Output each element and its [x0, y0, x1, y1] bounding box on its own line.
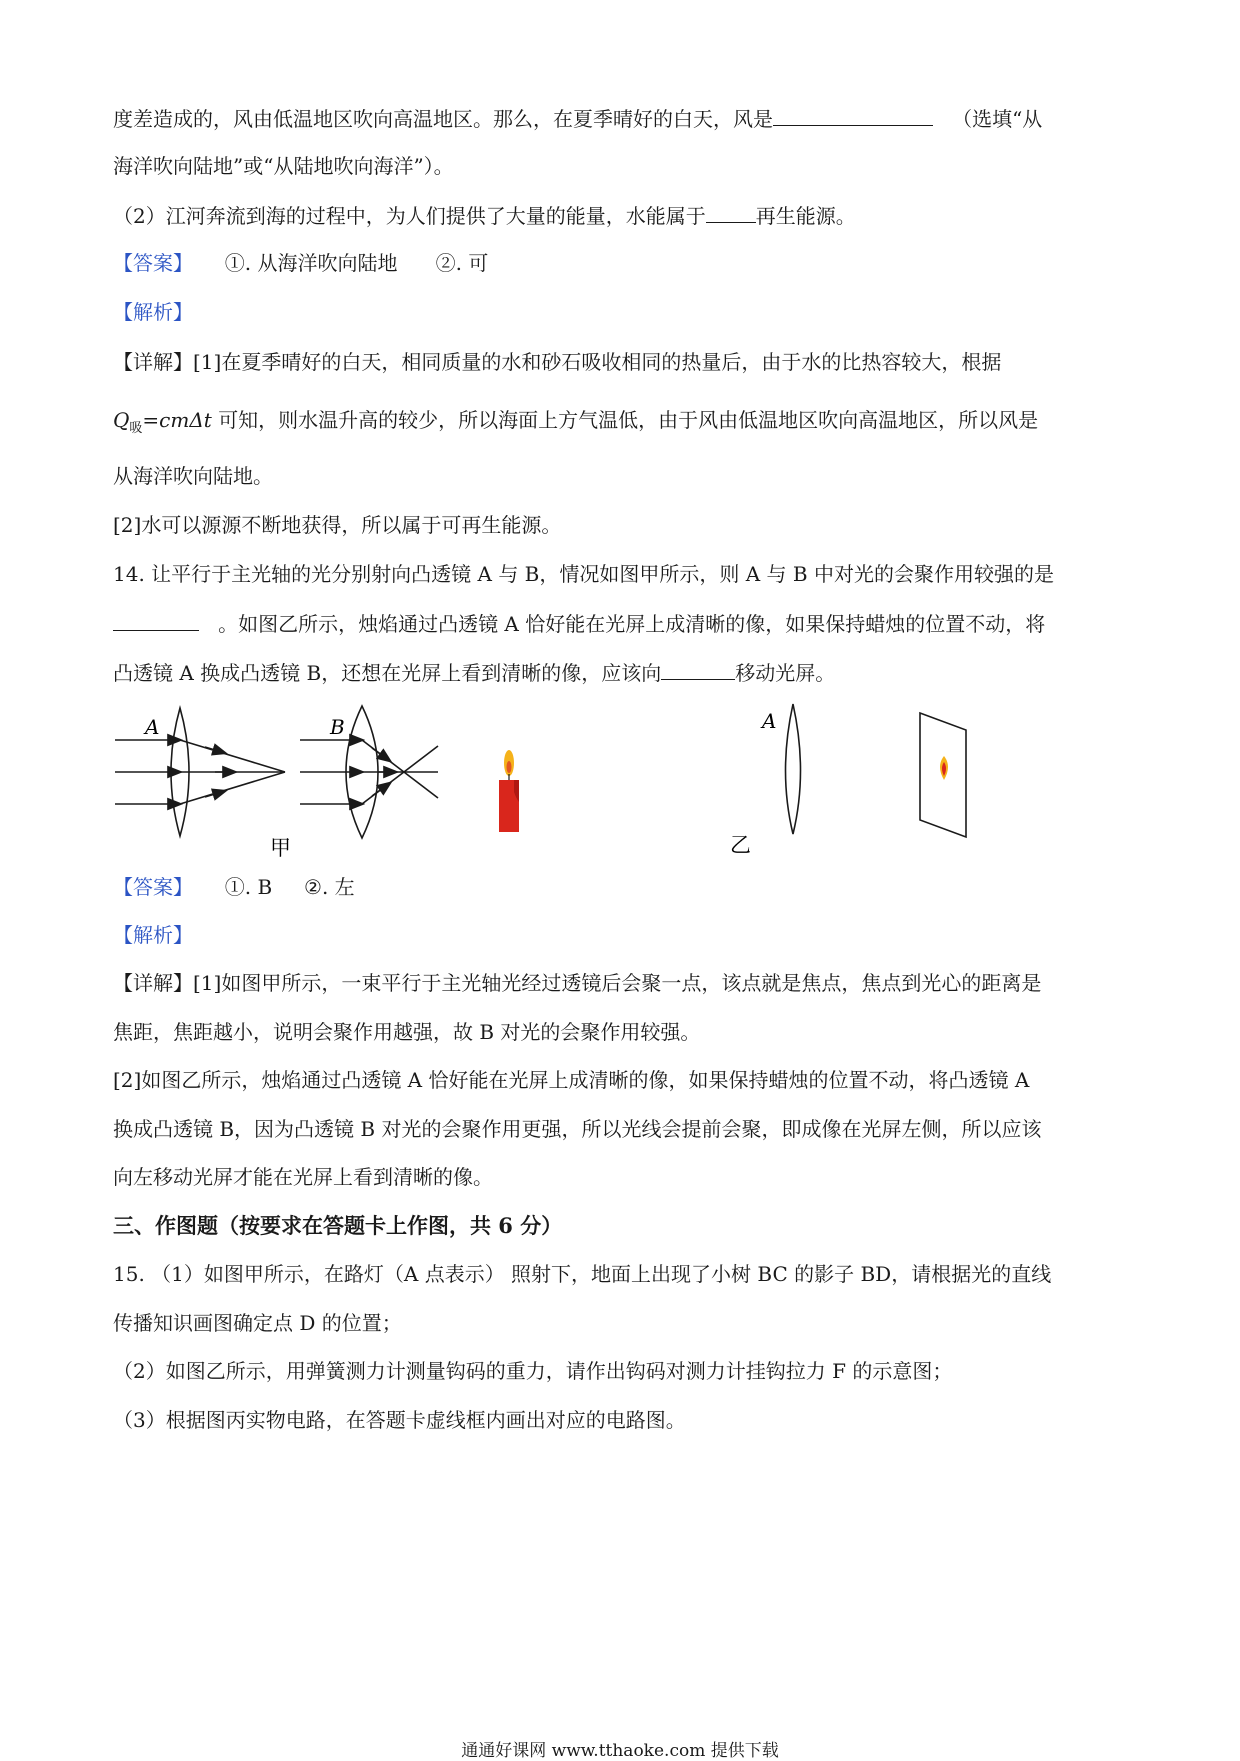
- q13-analysis-tag: 【解析】: [113, 300, 193, 324]
- q14-line-3-text: 凸透镜 A 换成凸透镜 B，还想在光屏上看到清晰的像，应该向: [113, 661, 662, 685]
- answer-tag: 【答案】: [113, 251, 193, 275]
- q14-answer: [113, 873, 355, 901]
- q14-line-3-tail: 移动光屏。: [735, 661, 836, 685]
- light-screen: [920, 713, 966, 837]
- q14-detail-3: [2]如图乙所示，烛焰通过凸透镜 A 恰好能在光屏上成清晰的像，如果保持蜡烛的位置不动，将凸透镜 A: [113, 1068, 1030, 1092]
- q13-formula: $Q_吸=cm\Delta t$: [113, 408, 212, 436]
- lens-a-yi: [786, 704, 801, 834]
- q15-line-2: 传播知识画图确定点 D 的位置；: [113, 1311, 402, 1335]
- q15-line-4: （3）根据图丙实物电路，在答题卡虚线框内画出对应的电路图。: [113, 1408, 686, 1432]
- q13-line-1-option: （选填“从: [952, 107, 1043, 131]
- q13-detail-4: [2]水可以源源不断地获得，所以属于可再生能源。: [113, 513, 562, 537]
- q14-analysis-tag: 【解析】: [113, 923, 193, 947]
- q14-detail-1: [113, 969, 1041, 997]
- ray-a-bot-out: [180, 772, 285, 804]
- q15-line-3: （2）如图乙所示，用弹簧测力计测量钩码的重力，请作出钩码对测力计挂钩拉力 F 的示意图；: [113, 1359, 953, 1383]
- q14-line-2-text: 。如图乙所示，烛焰通过凸透镜 A 恰好能在光屏上成清晰的像，如果保持蜡烛的位置不动，将: [218, 612, 1046, 636]
- q13-line-1-text: 度差造成的，风由低温地区吹向高温地区。那么，在夏季晴好的白天，风是: [113, 107, 773, 131]
- q13-answer-2: ②. 可: [435, 251, 489, 275]
- q13-detail-1-text: [1]在夏季晴好的白天，相同质量的水和砂石吸收相同的热量后，由于水的比热容较大，根据: [193, 350, 1002, 374]
- q14-detail-4: 换成凸透镜 B，因为凸透镜 B 对光的会聚作用更强，所以光线会提前会聚，即成像在光屏左侧，所以应该: [113, 1117, 1042, 1141]
- q13-line-2: 海洋吹向陆地”或“从陆地吹向海洋”）。: [113, 154, 454, 178]
- section-3-heading: 三、作图题（按要求在答题卡上作图，共 6 分）: [113, 1213, 563, 1238]
- caption-jia: 甲: [270, 836, 291, 860]
- lens-b-diagram: [300, 706, 438, 838]
- q13-part2-tail: 再生能源。: [755, 204, 856, 228]
- label-b: B: [330, 715, 345, 739]
- candle: [499, 750, 519, 832]
- label-a1: A: [145, 715, 160, 739]
- q13-answer-1: ①. 从海洋吹向陆地: [224, 251, 398, 275]
- label-a2: A: [762, 709, 777, 733]
- page-footer: 通通好课网 www.tthaoke.com 提供下载: [461, 1741, 779, 1761]
- q14-detail-1-text: [1]如图甲所示，一束平行于主光轴光经过透镜后会聚一点，该点就是焦点，焦点到光心的距离是: [193, 971, 1042, 995]
- q15-line-1: 15. （1）如图甲所示，在路灯（A 点表示） 照射下，地面上出现了小树 BC 的影子 BD，请根据光的直线: [113, 1262, 1052, 1286]
- q14-line-1: 14. 让平行于主光轴的光分别射向凸透镜 A 与 B，情况如图甲所示，则 A 与 B 中对光的会聚作用较强的是: [113, 562, 1054, 586]
- q14-answer-1: ①. B: [224, 875, 273, 899]
- detail-tag: 【详解】: [113, 971, 193, 995]
- q13-detail-3: 从海洋吹向陆地。: [113, 464, 273, 488]
- caption-yi: 乙: [730, 833, 751, 857]
- lens-a-diagram: [115, 708, 285, 836]
- q14-detail-2: 焦距，焦距越小，说明会聚作用越强，故 B 对光的会聚作用较强。: [113, 1020, 701, 1044]
- q13-part2-text: （2）江河奔流到海的过程中，为人们提供了大量的能量，水能属于: [113, 204, 706, 228]
- answer-tag: 【答案】: [113, 875, 193, 899]
- q14-answer-2: ②. 左: [304, 875, 355, 899]
- q14-detail-5: 向左移动光屏才能在光屏上看到清晰的像。: [113, 1165, 493, 1189]
- ray-a-top-out: [180, 740, 285, 772]
- q13-detail-2-text: 可知，则水温升高的较少，所以海面上方气温低，由于风由低温地区吹向高温地区，所以风是: [218, 408, 1039, 432]
- detail-tag: 【详解】: [113, 350, 193, 374]
